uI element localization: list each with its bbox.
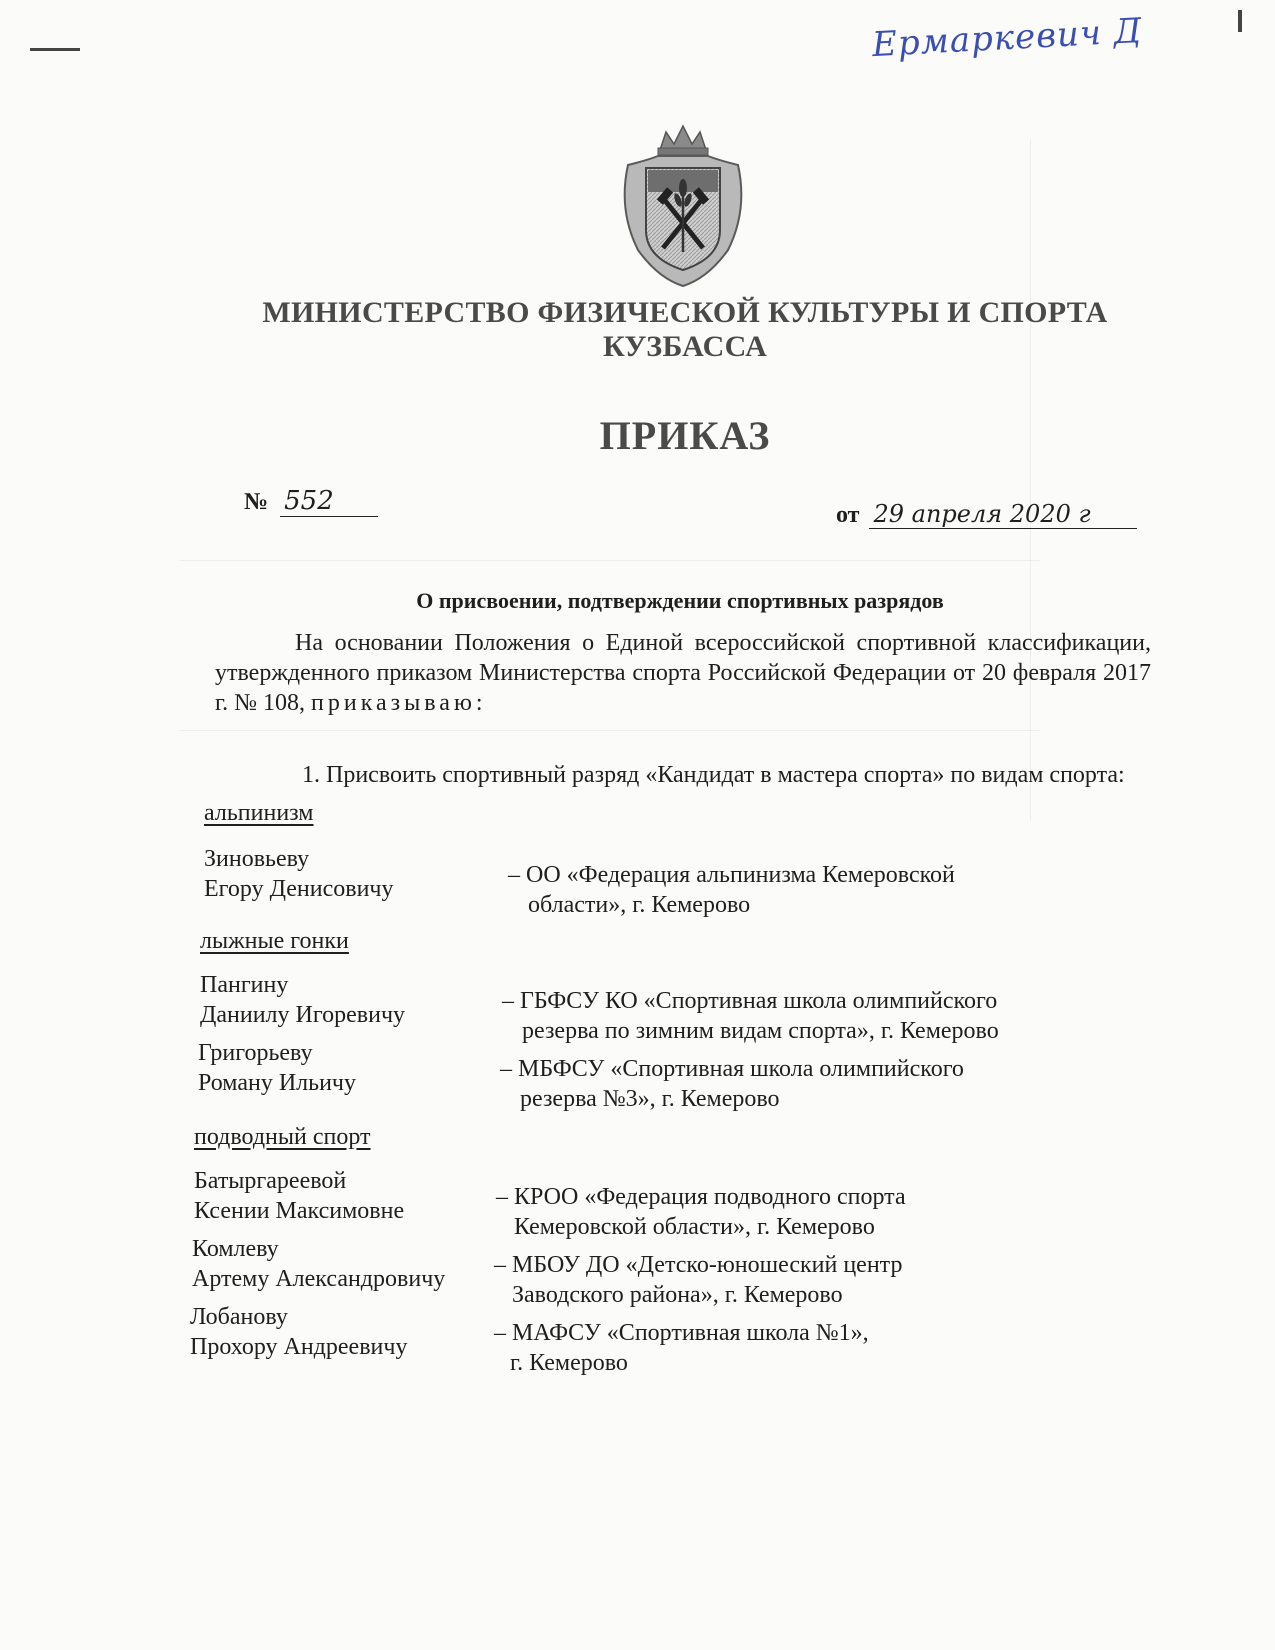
athlete-name bbox=[192, 1234, 445, 1294]
org-line: – МАФСУ «Спортивная школа №1», bbox=[494, 1320, 869, 1346]
scan-mark bbox=[1238, 10, 1242, 32]
preamble-paragraph bbox=[215, 628, 1151, 718]
athlete-given-name: Артему Александровичу bbox=[192, 1266, 446, 1292]
athlete-surname: Лобанову bbox=[190, 1304, 288, 1330]
athlete-name bbox=[204, 844, 394, 904]
order-date-field bbox=[836, 500, 1137, 529]
ministry-title bbox=[230, 296, 1140, 364]
scan-mark bbox=[30, 48, 80, 51]
athlete-organization bbox=[502, 986, 999, 1046]
bleed-line bbox=[180, 560, 1040, 561]
org-line: Кемеровской области», г. Кемерово bbox=[514, 1214, 875, 1240]
athlete-name bbox=[198, 1038, 356, 1098]
athlete-organization bbox=[494, 1318, 869, 1378]
athlete-surname: Зиновьеву bbox=[204, 846, 310, 872]
order-number-value: 552 bbox=[280, 486, 378, 517]
number-label: № bbox=[244, 489, 269, 515]
order-title: ПРИКАЗ bbox=[599, 413, 771, 458]
sport-heading: лыжные гонки bbox=[200, 928, 349, 954]
athlete-given-name: Ксении Максимовне bbox=[194, 1198, 405, 1224]
org-line: – ГБФСУ КО «Спортивная школа олимпийского bbox=[502, 988, 998, 1014]
athlete-surname: Комлеву bbox=[192, 1236, 279, 1262]
order-subject: О присвоении, подтверждении спортивных разрядов bbox=[416, 588, 944, 613]
order-item-1: 1. Присвоить спортивный разряд «Кандидат в мастера спорта» по видам спорта: bbox=[302, 762, 1125, 788]
bleed-line bbox=[1030, 140, 1031, 820]
athlete-given-name: Егору Денисовичу bbox=[204, 876, 394, 902]
order-number-field bbox=[244, 486, 378, 517]
coat-of-arms-emblem bbox=[608, 120, 758, 290]
athlete-name bbox=[194, 1166, 404, 1226]
preamble-text: На основании Положения о Единой всероссийской спортивной классификации, утвержденного приказом Министерства спорта Российской Федерации от 20 февраля 2017 г. № 108, bbox=[215, 630, 1151, 716]
org-line: области», г. Кемерово bbox=[528, 892, 751, 918]
org-line: г. Кемерово bbox=[510, 1350, 628, 1376]
preamble-keyword: приказываю: bbox=[311, 690, 487, 716]
athlete-given-name: Прохору Андреевичу bbox=[190, 1334, 408, 1360]
bleed-line bbox=[180, 730, 1040, 731]
date-label: от bbox=[836, 502, 860, 528]
org-line: – КРОО «Федерация подводного спорта bbox=[496, 1184, 906, 1210]
sport-heading: альпинизм bbox=[204, 800, 314, 826]
athlete-organization bbox=[508, 860, 955, 920]
handwritten-annotation: Ермаркевич Д bbox=[871, 10, 1144, 66]
athlete-surname: Батыргареевой bbox=[194, 1168, 347, 1194]
org-line: Заводского района», г. Кемерово bbox=[512, 1282, 843, 1308]
athlete-surname: Пангину bbox=[200, 972, 289, 998]
athlete-organization bbox=[500, 1054, 964, 1114]
ministry-title-line2: КУЗБАССА bbox=[602, 330, 768, 363]
org-line: – МБФСУ «Спортивная школа олимпийского bbox=[500, 1056, 964, 1082]
org-line: – МБОУ ДО «Детско-юношеский центр bbox=[494, 1252, 903, 1278]
athlete-name bbox=[200, 970, 405, 1030]
org-line: – ОО «Федерация альпинизма Кемеровской bbox=[508, 862, 955, 888]
org-line: резерва №3», г. Кемерово bbox=[520, 1086, 780, 1112]
athlete-given-name: Даниилу Игоревичу bbox=[200, 1002, 406, 1028]
order-date-value: 29 апреля 2020 г bbox=[869, 500, 1137, 529]
org-line: резерва по зимним видам спорта», г. Кемерово bbox=[522, 1018, 999, 1044]
athlete-given-name: Роману Ильичу bbox=[198, 1070, 356, 1096]
athlete-surname: Григорьеву bbox=[198, 1040, 313, 1066]
athlete-organization bbox=[496, 1182, 906, 1242]
athlete-organization bbox=[494, 1250, 902, 1310]
ministry-title-line1: МИНИСТЕРСТВО ФИЗИЧЕСКОЙ КУЛЬТУРЫ И СПОРТА bbox=[262, 296, 1108, 329]
sport-heading: подводный спорт bbox=[194, 1124, 371, 1150]
athlete-name bbox=[190, 1302, 407, 1362]
